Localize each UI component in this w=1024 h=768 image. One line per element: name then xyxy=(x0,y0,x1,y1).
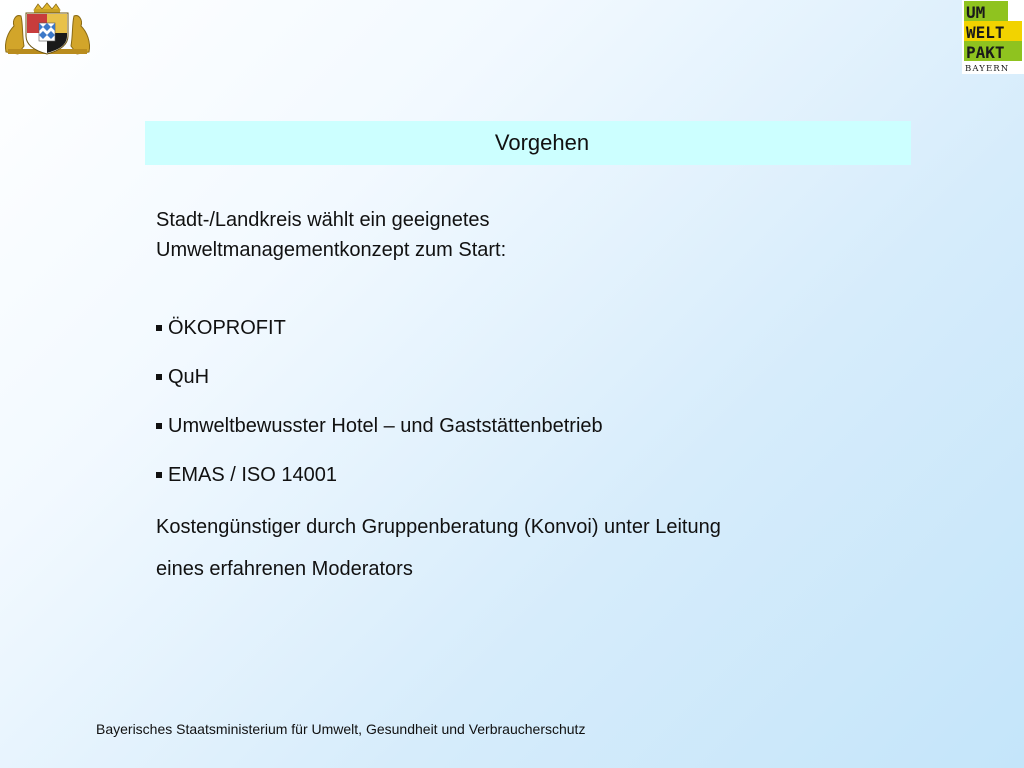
concept-list xyxy=(156,314,916,510)
summary-line-2: eines erfahrenen Moderators xyxy=(156,558,413,580)
logo-row-2: WELT xyxy=(966,23,1005,42)
bavarian-coat-of-arms-icon xyxy=(2,2,93,56)
list-item-label: QuH xyxy=(168,366,210,388)
umweltpakt-bayern-logo xyxy=(962,0,1024,74)
logo-row-1: UM xyxy=(966,3,986,22)
list-item xyxy=(156,314,916,363)
footer-ministry: Bayerisches Staatsministerium für Umwelt, Gesundheit und Verbraucherschutz xyxy=(96,721,586,737)
square-bullet-icon xyxy=(156,325,162,331)
list-item-label: EMAS / ISO 14001 xyxy=(168,464,337,486)
list-item-label: ÖKOPROFIT xyxy=(168,317,286,339)
square-bullet-icon xyxy=(156,374,162,380)
summary-text xyxy=(156,506,916,590)
square-bullet-icon xyxy=(156,472,162,478)
intro-line-1: Stadt-/Landkreis wählt ein geeignetes xyxy=(156,209,490,231)
slide-title: Vorgehen xyxy=(494,130,590,155)
logo-row-3: PAKT xyxy=(966,43,1005,62)
list-item xyxy=(156,461,916,510)
slide-title-box xyxy=(145,121,911,165)
summary-line-1: Kostengünstiger durch Gruppenberatung (Konvoi) unter Leitung xyxy=(156,516,721,538)
list-item xyxy=(156,363,916,412)
intro-text xyxy=(156,205,876,265)
intro-line-2: Umweltmanagementkonzept zum Start: xyxy=(156,239,507,261)
square-bullet-icon xyxy=(156,423,162,429)
logo-sub: BAYERN xyxy=(965,64,1010,74)
list-item-label: Umweltbewusster Hotel – und Gaststättenbetrieb xyxy=(168,415,603,437)
list-item xyxy=(156,412,916,461)
